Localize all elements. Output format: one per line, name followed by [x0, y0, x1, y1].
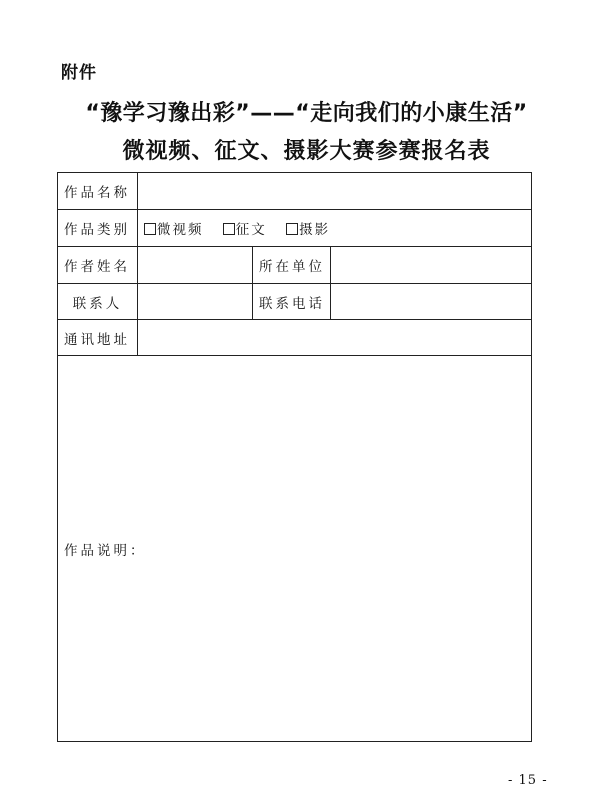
registration-form-table: [57, 172, 532, 742]
row-description: [58, 356, 532, 742]
author-name-field[interactable]: [138, 247, 253, 284]
row-work-category: [58, 210, 532, 247]
work-category-label: 作品类别: [58, 210, 138, 247]
category-option-essay[interactable]: [223, 222, 267, 238]
row-contact: [58, 284, 532, 320]
form-title-line2: 微视频、征文、摄影大赛参赛报名表: [122, 139, 491, 164]
attachment-label: 附件: [61, 63, 97, 83]
description-label: 作品说明：: [64, 542, 147, 559]
category-option-video[interactable]: [144, 222, 204, 238]
organization-label: 所在单位: [253, 247, 331, 284]
work-category-options: [138, 210, 532, 247]
checkbox-icon[interactable]: [223, 223, 235, 235]
row-work-name: [58, 173, 532, 210]
category-option-photo[interactable]: [286, 222, 330, 238]
checkbox-icon[interactable]: [144, 223, 156, 235]
category-option-label: 征文: [235, 222, 267, 238]
category-option-label: 摄影: [299, 222, 331, 238]
checkbox-icon[interactable]: [286, 223, 298, 235]
contact-phone-field[interactable]: [331, 284, 532, 320]
row-address: [58, 320, 532, 356]
organization-field[interactable]: [331, 247, 532, 284]
author-name-label: 作者姓名: [58, 247, 138, 284]
address-label: 通讯地址: [58, 320, 138, 356]
category-option-label: 微视频: [157, 222, 204, 238]
contact-person-field[interactable]: [138, 284, 253, 320]
description-field[interactable]: [58, 356, 532, 742]
form-title-line1: “豫学习豫出彩”——“走向我们的小康生活”: [85, 101, 528, 126]
row-author: [58, 247, 532, 284]
address-field[interactable]: [138, 320, 532, 356]
contact-person-label: 联系人: [58, 284, 138, 320]
work-name-field[interactable]: [138, 173, 532, 210]
work-name-label: 作品名称: [58, 173, 138, 210]
page-number: - 15 -: [508, 773, 548, 788]
contact-phone-label: 联系电话: [253, 284, 331, 320]
